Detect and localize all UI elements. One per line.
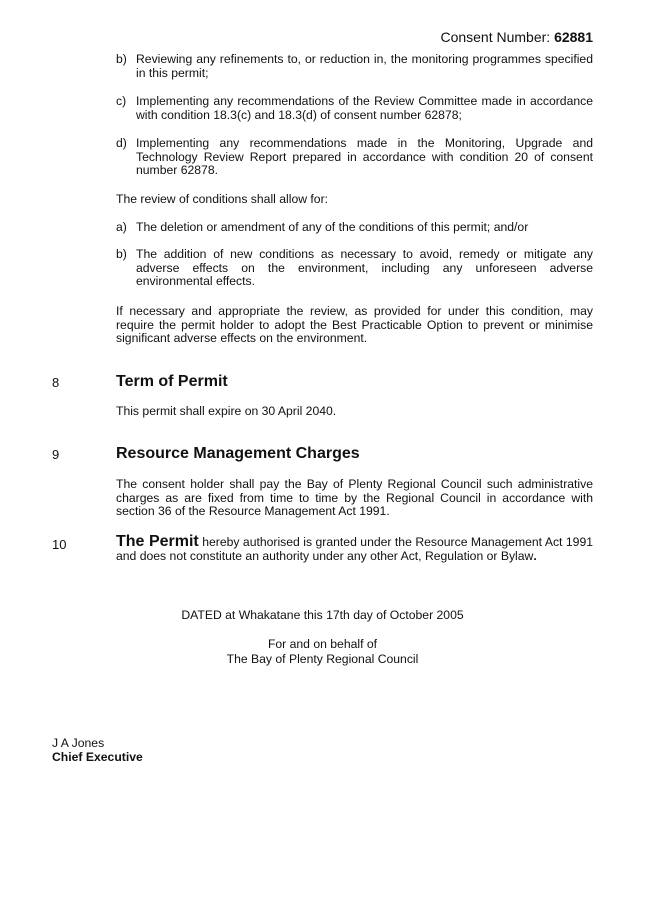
- behalf-line-2: The Bay of Plenty Regional Council: [226, 652, 419, 666]
- signatory-title: Chief Executive: [52, 750, 143, 764]
- item-text: Implementing any recommendations made in the Monitoring, Upgrade and Technology Review Report prepared in accordance with condition 20 of consent number 62878.: [136, 136, 593, 178]
- section-10-text: hereby authorised is granted under the Resource Management Act 1991 and does not constitute an authority under any other Act, Regulation or Bylaw: [116, 535, 594, 563]
- item-text: The deletion or amendment of any of the conditions of this permit; and/or: [136, 220, 529, 234]
- consent-number-header: [440, 29, 593, 45]
- item-label: b): [116, 52, 127, 66]
- dated-line: DATED at Whakatane this 17th day of October 2005: [181, 608, 464, 622]
- section-9-title: Resource Management Charges: [116, 445, 360, 462]
- item-label: d): [116, 136, 127, 150]
- item-text: Implementing any recommendations of the Review Committee made in accordance with condition 18.3(c) and 18.3(d) of consent number 62878;: [136, 94, 593, 122]
- review-closing-paragraph: If necessary and appropriate the review, as provided for under this condition, may require the permit holder to adopt the Best Practicable Option to prevent or minimise significant adverse effects on the environment.: [116, 304, 593, 346]
- section-10-number: 10: [52, 537, 67, 552]
- section-8-number: 8: [52, 375, 60, 390]
- signatory-name: J A Jones: [52, 736, 105, 750]
- item-label: a): [116, 220, 127, 234]
- behalf-line-1: For and on behalf of: [267, 637, 378, 651]
- allow-item-a: [116, 221, 593, 235]
- section-10-paragraph: [116, 535, 593, 563]
- section-8-title: Term of Permit: [116, 373, 228, 390]
- review-allow-intro: The review of conditions shall allow for:: [116, 192, 329, 206]
- section-8-text: This permit shall expire on 30 April 2040.: [116, 404, 337, 418]
- section-10-end: .: [533, 548, 537, 563]
- section-10-title: The Permit: [116, 533, 199, 550]
- review-item-d: [116, 137, 593, 178]
- item-label: b): [116, 247, 127, 261]
- consent-label: Consent Number:: [440, 29, 551, 45]
- section-9-text: The consent holder shall pay the Bay of Plenty Regional Council such administrative charges as are fixed from time to time by the Regional Council in accordance with section 36 of the Resource Management Act 1991.: [116, 477, 593, 519]
- item-text: The addition of new conditions as necessary to avoid, remedy or mitigate any adverse effects on the environment, including any unforeseen adverse environmental effects.: [136, 247, 593, 289]
- consent-number: 62881: [554, 29, 593, 45]
- allow-item-b: [116, 248, 593, 289]
- section-9-number: 9: [52, 447, 60, 462]
- review-item-c: [116, 95, 593, 122]
- item-text: Reviewing any refinements to, or reduction in, the monitoring programmes specified in this permit;: [136, 52, 593, 80]
- item-label: c): [116, 94, 127, 108]
- review-item-b: [116, 53, 593, 80]
